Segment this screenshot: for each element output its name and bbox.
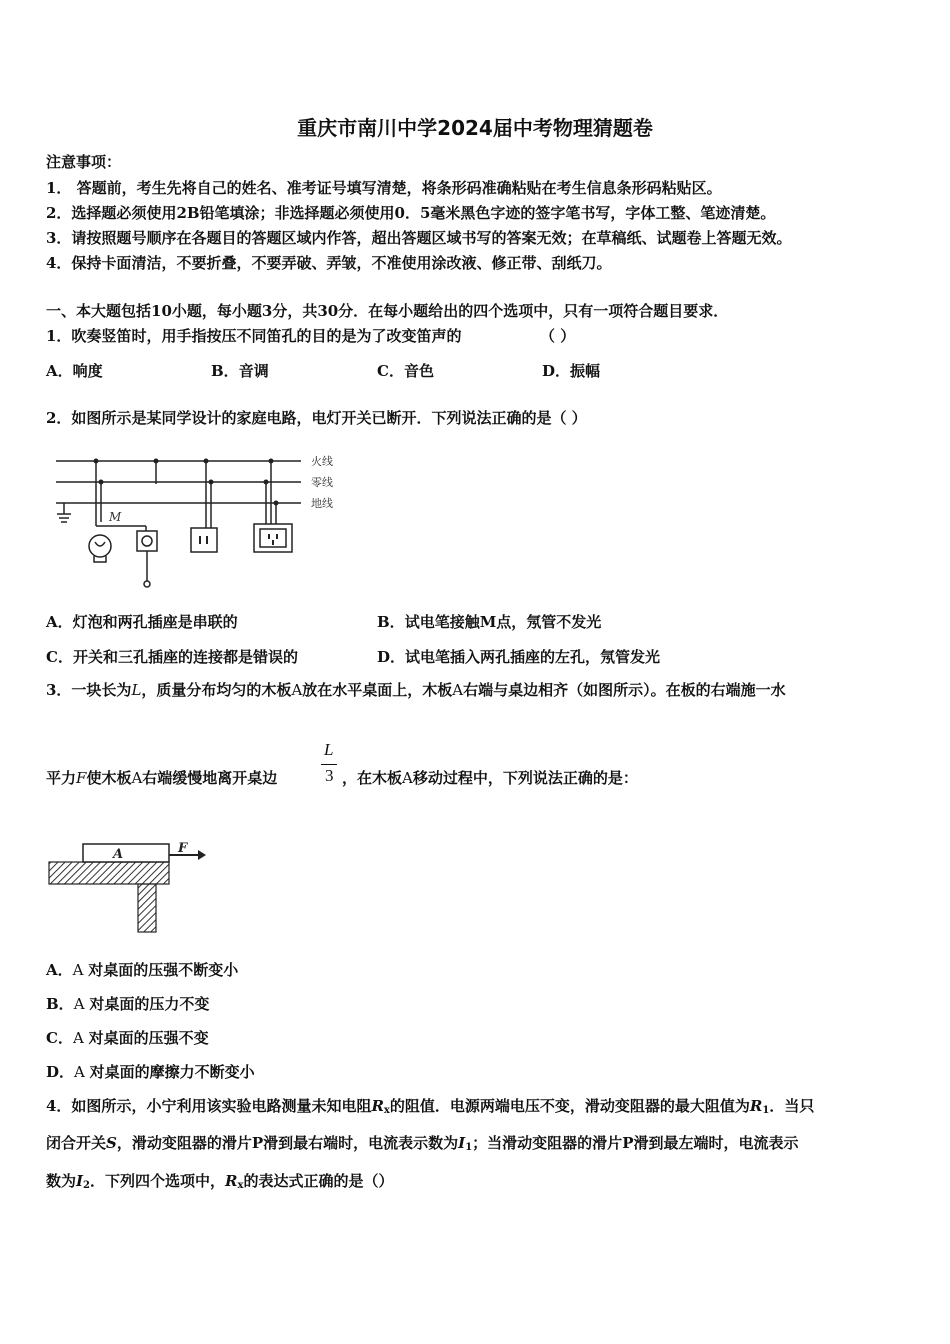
q4-line1: 4．如图所示，小宁利用该实验电路测量未知电阻$R_x$的阻值．电源两端电压不变，滑动变阻器的最大阻值为$R_1$．当只 — [46, 1097, 815, 1116]
q3-stem-line1: 3．一块长为L，质量分布均匀的木板A放在水平桌面上，木板A右端与桌边相齐（如图所示）。在板的右端施一水 — [46, 681, 786, 699]
table-leg — [138, 884, 156, 932]
q3-option-b: B．A 对桌面的压力不变 — [46, 995, 210, 1013]
q1-option-c: C．音色 — [377, 362, 434, 380]
notice-heading: 注意事项： — [46, 153, 122, 171]
force-arrow — [198, 850, 206, 860]
notice-item-4: 4．保持卡面清洁，不要折叠，不要弄破、弄皱，不准使用涂改液、修正带、刮纸刀。 — [46, 254, 612, 272]
q2-circuit-figure — [46, 446, 346, 591]
q2-option-d: D．试电笔插入两孔插座的左孔，氖管发光 — [377, 648, 661, 666]
neutral-wire-label: 零线 — [311, 476, 333, 489]
q3-board-figure — [46, 838, 216, 936]
q2-option-b: B．试电笔接触M点，氖管不发光 — [377, 613, 602, 631]
notice-item-2: 2．选择题必须使用2B铅笔填涂；非选择题必须使用0．5毫米黑色字迹的签字笔书写，字体工整、笔迹清楚。 — [46, 204, 776, 222]
q2-stem: 2．如图所示是某同学设计的家庭电路，电灯开关已断开．下列说法正确的是（ ） — [46, 409, 587, 427]
q1-option-d: D．振幅 — [542, 362, 601, 380]
board-a-label: A — [113, 847, 124, 862]
page-title: 重庆市南川中学2024届中考物理猜题卷 — [297, 116, 653, 140]
q3-option-c: C．A 对桌面的压强不变 — [46, 1029, 209, 1047]
q3-fraction-bar — [321, 764, 337, 765]
q1-paren: （ ） — [540, 327, 576, 345]
q3-option-d: D．A 对桌面的摩擦力不断变小 — [46, 1063, 255, 1081]
force-f-label: F — [178, 841, 188, 856]
q3-stem-line2a: 平力F使木板A右端缓慢地离开桌边 — [46, 769, 278, 787]
q4-line2: 闭合开关S，滑动变阻器的滑片P滑到最右端时，电流表示数为$I_1$；当滑动变阻器的滑片P滑到最左端时，电流表示 — [46, 1134, 799, 1153]
live-wire-label: 火线 — [311, 455, 333, 468]
q1-option-a: A．响度 — [46, 362, 103, 380]
notice-item-1: 1． 答题前，考生先将自己的姓名、准考证号填写清楚，将条形码准确粘贴在考生信息条形码粘贴区。 — [46, 179, 722, 197]
q3-fraction-denominator: 3 — [325, 766, 334, 785]
q1-option-b: B．音调 — [211, 362, 269, 380]
q2-option-a: A．灯泡和两孔插座是串联的 — [46, 613, 238, 631]
table-top — [49, 862, 169, 884]
ground-wire-label: 地线 — [311, 497, 333, 510]
q2-option-c: C．开关和三孔插座的连接都是错误的 — [46, 648, 298, 666]
q3-fraction-numerator: L — [324, 740, 334, 759]
board-a — [83, 844, 169, 862]
notice-item-3: 3．请按照题号顺序在各题目的答题区域内作答，超出答题区域书写的答案无效；在草稿纸、试题卷上答题无效。 — [46, 229, 792, 247]
point-m-label: M — [109, 510, 122, 524]
q3-stem-line2b: ，在木板A移动过程中，下列说法正确的是： — [342, 769, 638, 787]
q3-option-a: A．A 对桌面的压强不断变小 — [46, 961, 239, 979]
q4-line3: 数为$I_2$．下列四个选项中，$R_x$的表达式正确的是（） — [46, 1172, 394, 1191]
q1-stem: 1．吹奏竖笛时，用手指按压不同笛孔的目的是为了改变笛声的 — [46, 327, 462, 345]
section-heading: 一、本大题包括10小题，每小题3分，共30分．在每小题给出的四个选项中，只有一项符合题目要求． — [46, 302, 729, 320]
